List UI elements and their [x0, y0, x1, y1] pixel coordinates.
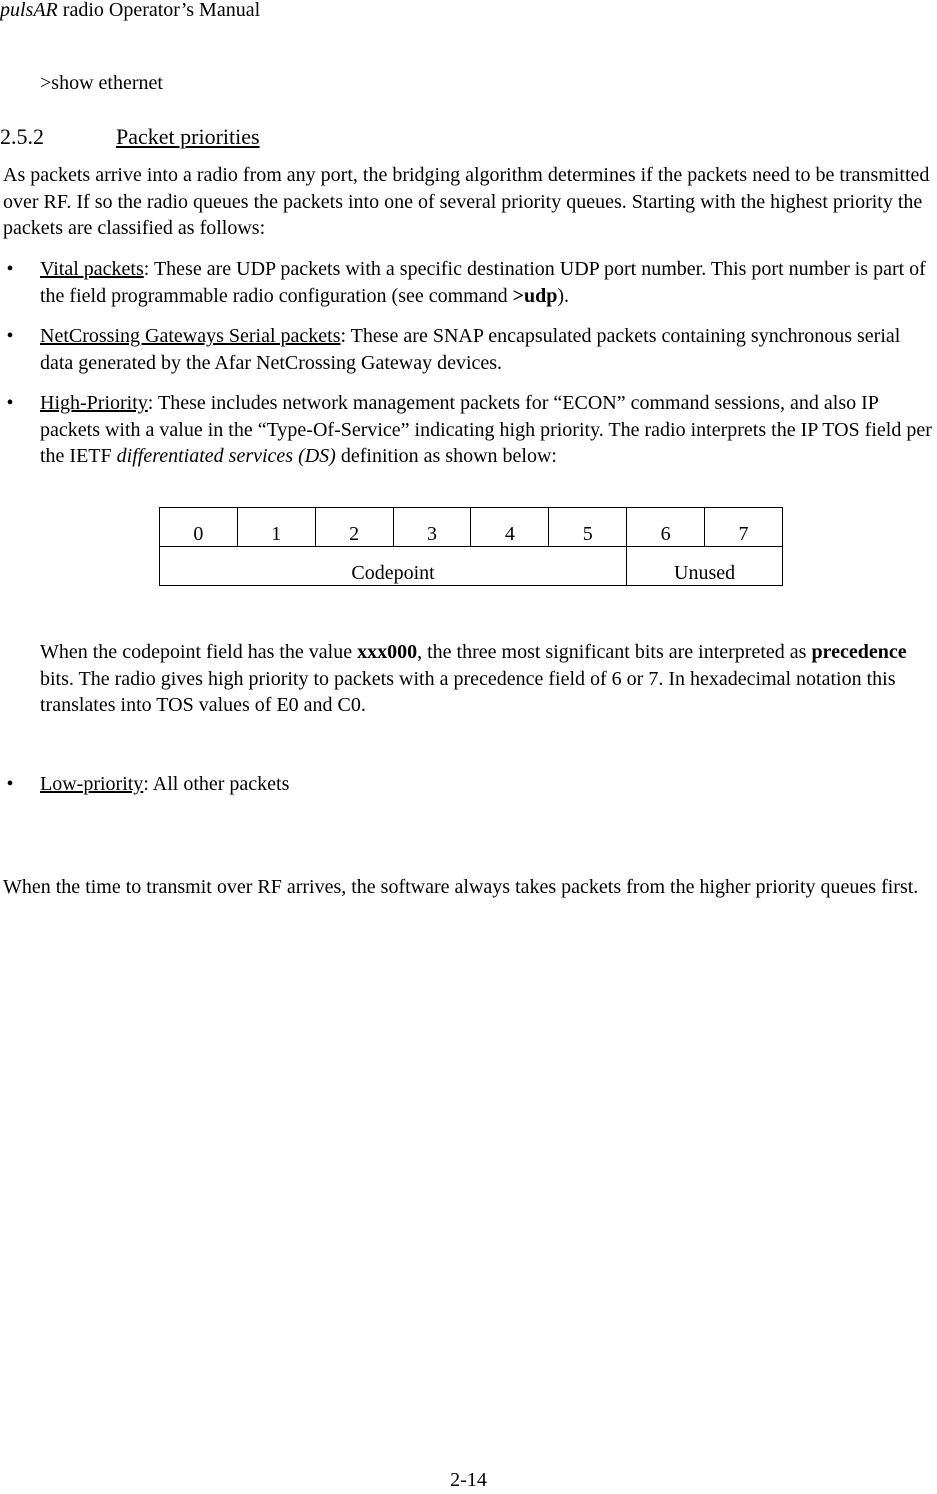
field-name-row [160, 547, 783, 586]
bit-5-cell: 5 [549, 508, 627, 547]
codepoint-value: xxx000 [357, 641, 418, 663]
header-manual-title: radio Operator’s Manual [57, 0, 261, 21]
bullet-icon: • [6, 258, 14, 280]
term-netcrossing-serial-packets: NetCrossing Gateways Serial packets [40, 325, 341, 347]
term-high-priority: High-Priority [40, 392, 148, 414]
bit-6-cell: 6 [627, 508, 705, 547]
list-item-text [40, 256, 937, 309]
note-text: , the three most significant bits are interpreted as [417, 641, 812, 663]
list-item-text [40, 771, 937, 798]
description-text: : These are UDP packets with a specific destination UDP port number. This port number is part of the field programmable radio configuration (see command [40, 258, 926, 307]
description-text: : These includes network management packets for “ECON” command sessions, and also IP packets with a value in the “Type-Of-Service” indicating high priority. The radio interprets the IP TOS field per the IETF [40, 392, 932, 467]
bit-4-cell: 4 [471, 508, 549, 547]
description-text: : These are SNAP encapsulated packets containing synchronous serial data generated by the Afar NetCrossing Gateway devices. [40, 325, 901, 374]
bit-7-cell: 7 [705, 508, 783, 547]
intro-paragraph: As packets arrive into a radio from any port, the bridging algorithm determines if the packets need to be transmitted over RF. If so the radio queues the packets into one of several priority queues. Starting with the highest priority the packets are classified as follows: [3, 164, 930, 239]
description-text: : All other packets [143, 773, 290, 795]
command-udp: >udp [512, 284, 558, 307]
command-example: >show ethernet [40, 72, 163, 94]
closing-paragraph: When the time to transmit over RF arrives, the software always takes packets from the higher priority queues first. [3, 876, 919, 898]
page-number: 2-14 [450, 1469, 487, 1491]
bit-2-cell: 2 [315, 508, 393, 547]
bullet-icon: • [6, 325, 14, 347]
term-low-priority: Low-priority [40, 773, 144, 795]
bit-0-cell: 0 [160, 508, 238, 547]
list-item-text [40, 390, 937, 470]
codepoint-cell: Codepoint [160, 547, 627, 586]
section-number: 2.5.2 [0, 124, 44, 149]
bullet-icon: • [6, 773, 14, 795]
bit-1-cell: 1 [237, 508, 315, 547]
section-title: Packet priorities [116, 124, 260, 149]
description-text-end: ). [557, 284, 570, 307]
precedence-term: precedence [811, 641, 907, 663]
note-text: bits. The radio gives high priority to packets with a precedence field of 6 or 7. In hexadecimal notation this translates into TOS values of E0 and C0. [40, 667, 896, 716]
ds-field-table [159, 507, 783, 586]
description-text-end: definition as shown below: [335, 445, 557, 467]
unused-cell: Unused [627, 547, 783, 586]
list-item-text [40, 323, 937, 376]
running-header [0, 0, 260, 24]
note-text: When the codepoint field has the value [40, 641, 358, 663]
term-vital-packets: Vital packets [40, 258, 144, 280]
bullet-icon: • [6, 392, 14, 414]
bit-number-row [160, 508, 783, 547]
codepoint-note-paragraph [40, 639, 930, 719]
section-heading [0, 123, 260, 151]
header-product-name: pulsAR [0, 0, 58, 21]
bit-3-cell: 3 [393, 508, 471, 547]
term-differentiated-services: differentiated services (DS) [116, 445, 336, 467]
